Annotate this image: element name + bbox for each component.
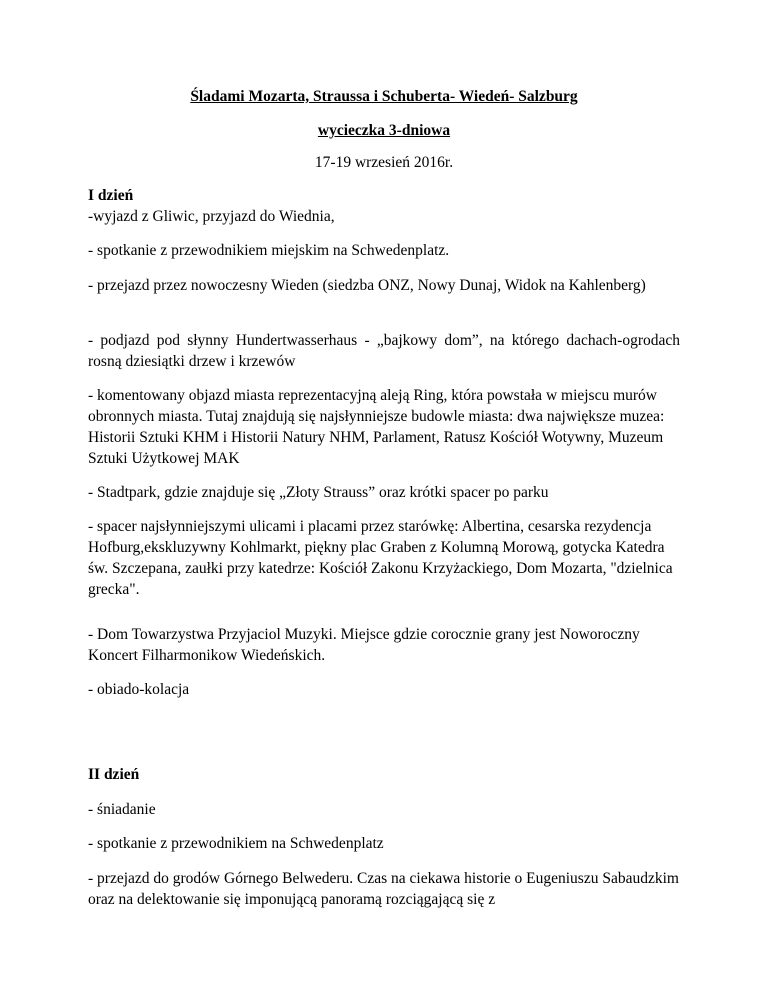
- day2-item-guide-meeting: - spotkanie z przewodnikiem na Schwedenplatz: [88, 835, 384, 852]
- day1-item-musikverein: - Dom Towarzystwa Przyjaciol Muzyki. Miejsce gdzie corocznie grany jest Noworoczny Koncert Filharmonikow Wiedeńskich.: [88, 626, 640, 664]
- day1-item-hundertwasserhaus: - podjazd pod słynny Hundertwasserhaus - „bajkowy dom”, na którego dachach-ogrodach rosną dziesiątki drzew i krzewów: [88, 332, 680, 370]
- day2-heading: II dzień: [88, 766, 140, 783]
- day1-item-stadtpark: - Stadtpark, gdzie znajduje się „Złoty Strauss” oraz krótki spacer po parku: [88, 484, 549, 501]
- day1-item-dinner: - obiado-kolacja: [88, 681, 190, 698]
- document-title: Śladami Mozarta, Straussa i Schuberta- Wiedeń- Salzburg: [190, 88, 578, 105]
- day2-item-breakfast: - śniadanie: [88, 801, 156, 818]
- day1-item-modern-vienna: - przejazd przez nowoczesny Wieden (siedzba ONZ, Nowy Dunaj, Widok na Kahlenberg): [88, 277, 646, 294]
- day1-item-departure: -wyjazd z Gliwic, przyjazd do Wiednia,: [88, 208, 335, 225]
- day1-item-guide-meeting: - spotkanie z przewodnikiem miejskim na Schwedenplatz.: [88, 242, 450, 259]
- day1-heading: I dzień: [88, 187, 134, 204]
- day2-item-belvedere: - przejazd do grodów Górnego Belwederu. Czas na ciekawa historie o Eugeniuszu Sabaudzkim oraz na delektowanie się imponującą panoramą rozciągającą się z: [88, 870, 679, 908]
- trip-dates: 17-19 wrzesień 2016r.: [314, 154, 454, 171]
- day1-item-old-town-walk: - spacer najsłynniejszymi ulicami i placami przez starówkę: Albertina, cesarska rezydencja Hofburg,ekskluzywny Kohlmarkt, piękny plac Graben z Kolumną Morową, gotycka Katedra św. Szczepana, zaułki przy katedrze: Kościół Zakonu Krzyżackiego, Dom Mozarta, "dzielnica grecka".: [88, 518, 673, 598]
- day1-item-ring-tour: - komentowany objazd miasta reprezentacyjną aleją Ring, która powstała w miejscu murów obronnych miasta. Tutaj znajdują się najsłynniejsze budowle miasta: dwa największe muzea: Historii Sztuki KHM i Historii Natury NHM, Parlament, Ratusz Kościół Wotywny, Muzeum Sztuki Użytkowej MAK: [88, 387, 665, 467]
- document-subtitle: wycieczka 3-dniowa: [317, 122, 451, 139]
